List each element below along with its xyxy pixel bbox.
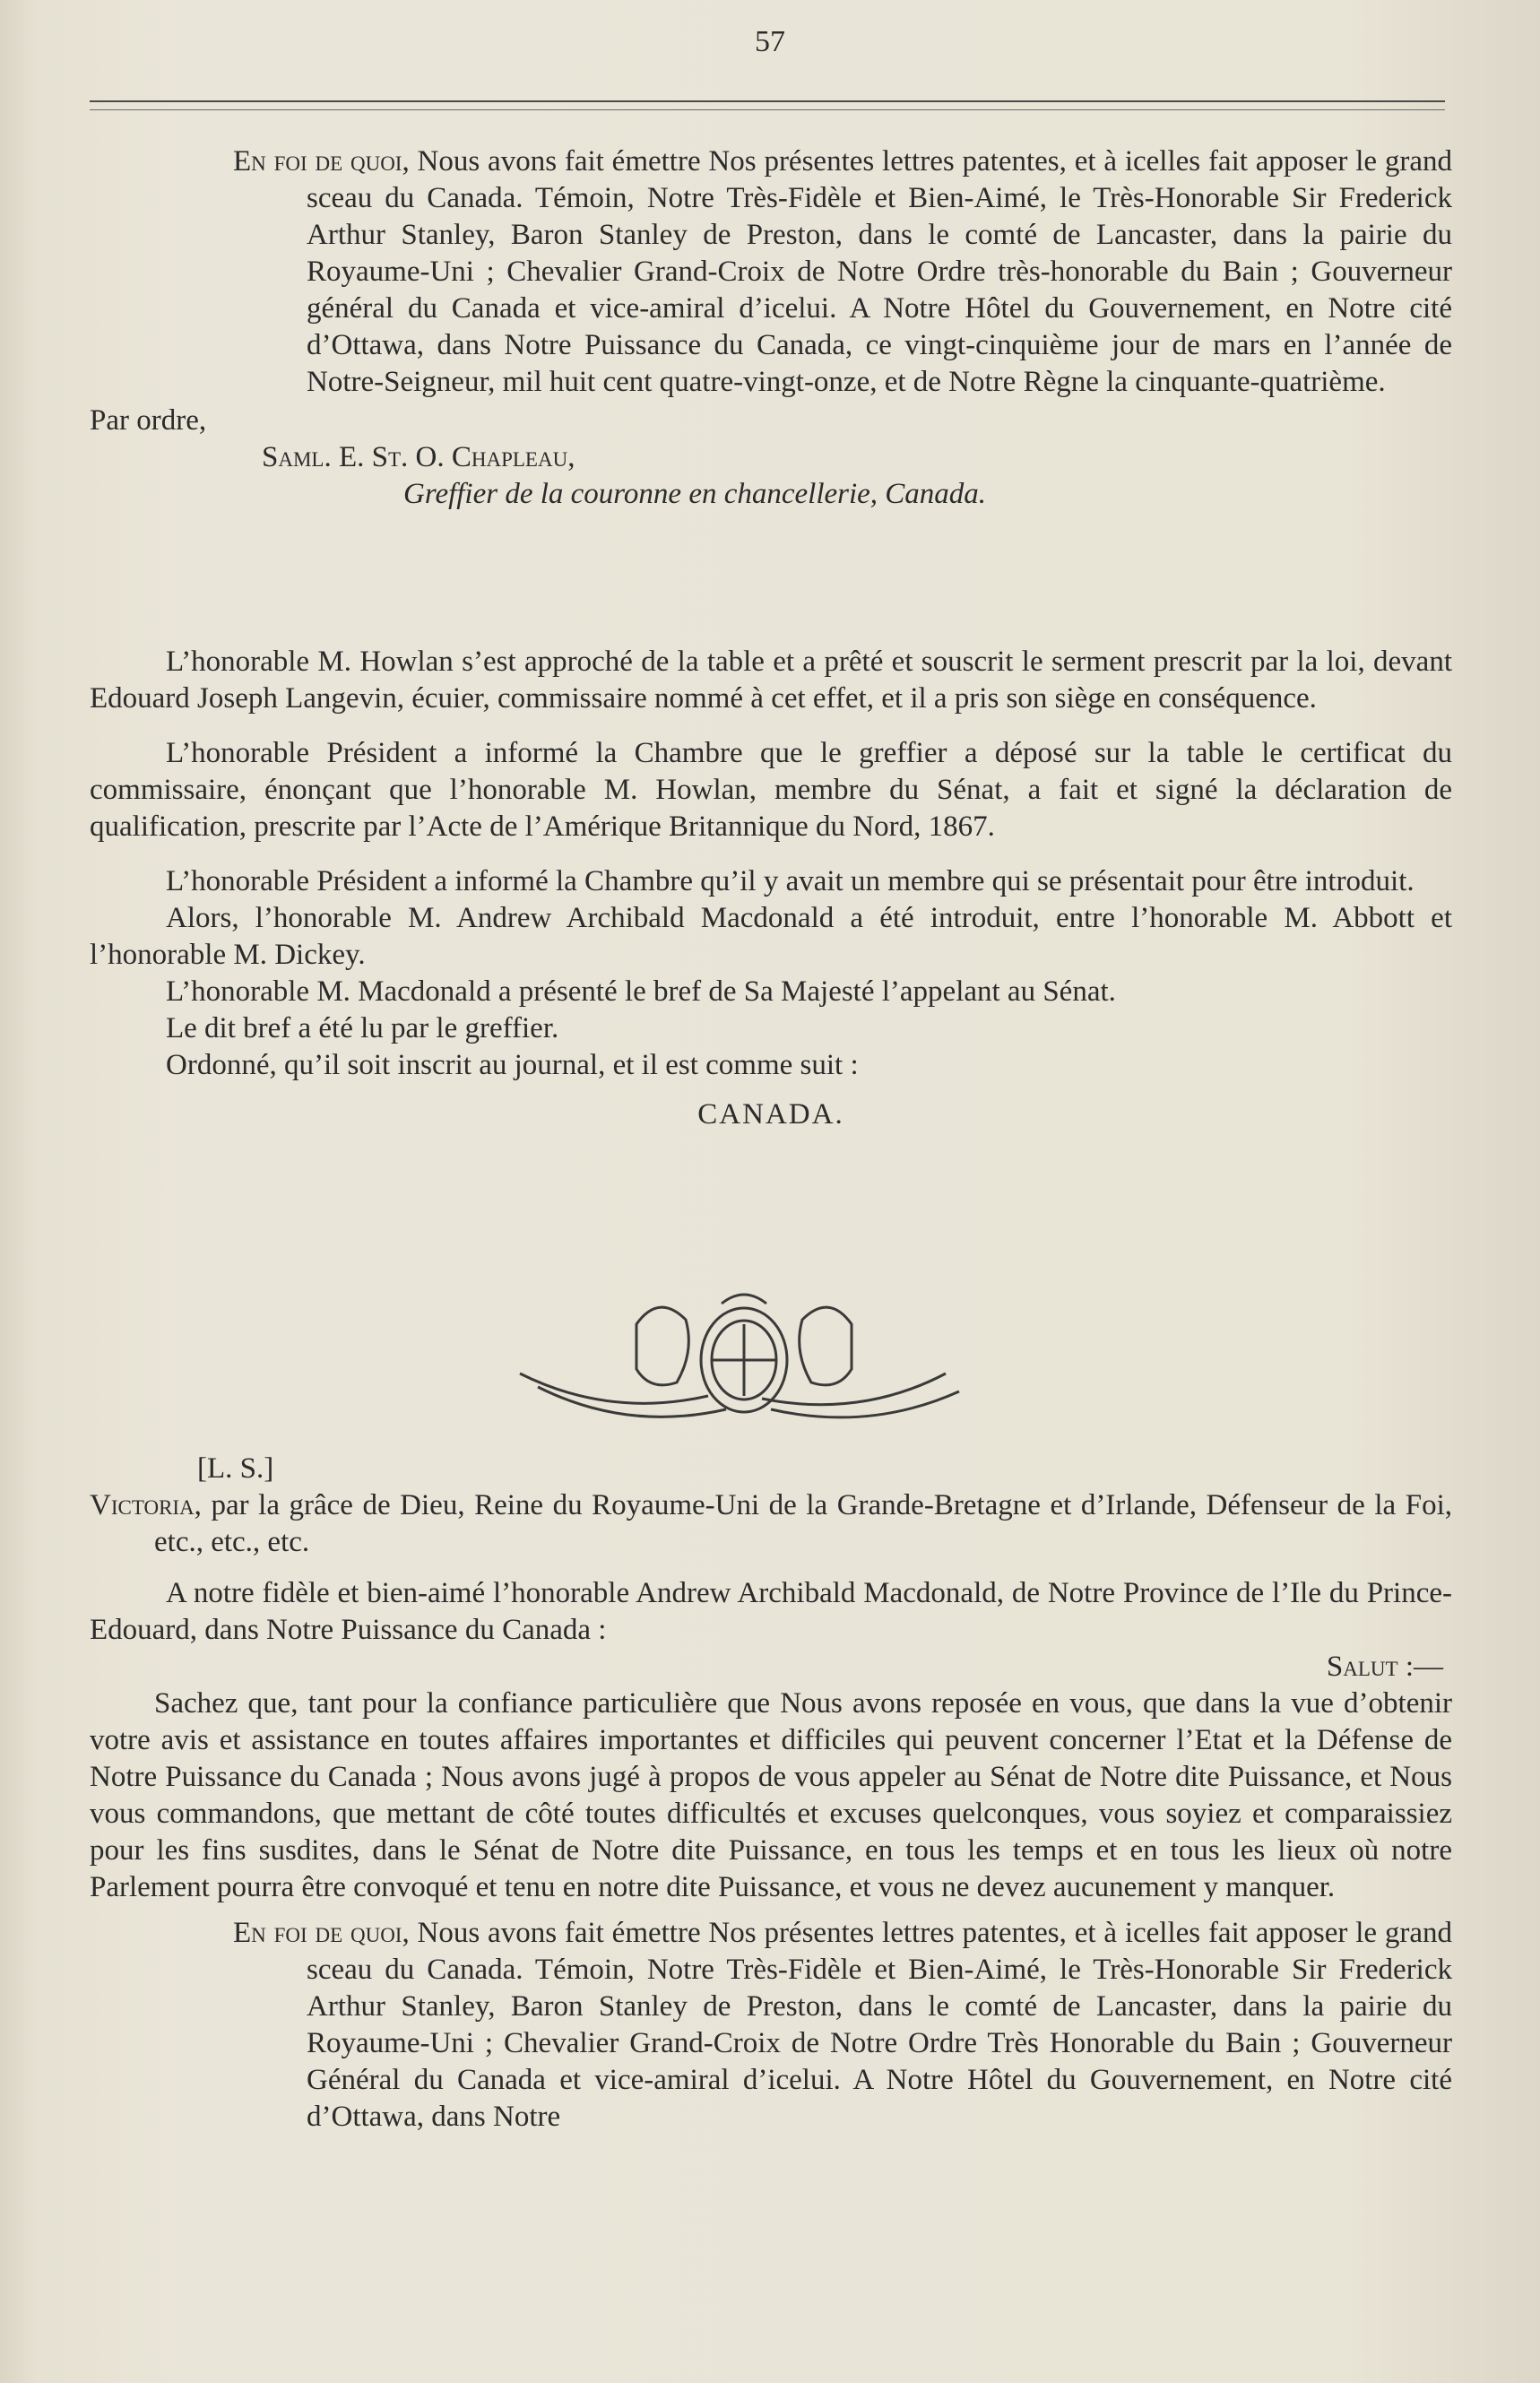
paragraph-alors: Alors, l’honorable M. Andrew Archibald Macdonald a été introduit, entre l’honorable M. Abbott et l’honorable M. Dickey. <box>90 902 1452 971</box>
signature-title: Greffier de la couronne en chancellerie, Canada. <box>403 478 987 510</box>
lower-block <box>90 1451 1452 2136</box>
paragraph-lu: Le dit bref a été lu par le greffier. <box>166 1012 559 1044</box>
middle-block <box>90 644 1452 1133</box>
page-number: 57 <box>755 25 785 58</box>
coat-of-arms-image <box>502 1284 986 1436</box>
canada-heading: CANADA. <box>697 1098 844 1131</box>
header-rule-thin <box>90 109 1445 110</box>
par-ordre: Par ordre, <box>90 404 207 437</box>
paragraph-en-foi-de-quoi-2: En foi de quoi, Nous avons fait émettre Nos présentes lettres patentes, et à icelles fait apposer le grand sceau du Canada. Témoin, Notre Très-Fidèle et Bien-Aimé, le Très-Honorable Sir Frederick Arthur Stanley, Baron Stanley de Preston, dans le comté de Lancaster, dans la pairie du Royaume-Uni ; Chevalier Grand-Croix de Notre Ordre Très Honorable du Bain ; Gouverneur Général du Canada et vice-amiral d’icelui. A Notre Hôtel du Gouvernement, en Notre cité d’Ottawa, dans Notre <box>233 1917 1452 2133</box>
paragraph-sachez: Sachez que, tant pour la confiance particulière que Nous avons reposée en vous, que dans la vue d’obtenir votre avis et assistance en toutes affaires importantes et difficiles qui peuvent concerner l’Etat et la Défense de Notre Puissance du Canada ; Nous avons jugé à propos de vous appeler au Sénat de Notre dite Puissance, et Nous vous commandons, que mettant de côté toutes difficultés et excuses quelconques, vous soyiez et comparaissiez pour les fins susdites, dans le Sénat de Notre dite Puissance, en tous les temps et en tous les lieux où notre Parlement pourra être convoqué et tenu en notre dite Puissance, et vous ne devez aucunement y manquer. <box>90 1687 1452 1903</box>
paragraph-ordonne: Ordonné, qu’il soit inscrit au journal, et il est comme suit : <box>166 1049 859 1081</box>
paragraph-bref: L’honorable M. Macdonald a présenté le bref de Sa Majesté l’appelant au Sénat. <box>166 975 1116 1008</box>
ls-seal: [L. S.] <box>197 1452 274 1485</box>
paragraph-address: A notre fidèle et bien-aimé l’honorable Andrew Archibald Macdonald, de Notre Province de l’Ile du Prince-Edouard, dans Notre Puissance du Canada : <box>90 1577 1452 1646</box>
salut: Salut :— <box>1326 1651 1443 1683</box>
paragraph-victoria: Victoria, par la grâce de Dieu, Reine du Royaume-Uni de la Grande-Bretagne et d’Irlande, Défenseur de la Foi, etc., etc., etc. <box>90 1489 1452 1558</box>
signature: Saml. E. St. O. Chapleau, <box>262 441 575 473</box>
header-rule <box>90 100 1445 102</box>
paragraph-en-foi-de-quoi: En foi de quoi, Nous avons fait émettre Nos présentes lettres patentes, et à icelles fait apposer le grand sceau du Canada. Témoin, Notre Très-Fidèle et Bien-Aimé, le Très-Honorable Sir Frederick Arthur Stanley, Baron Stanley de Preston, dans le comté de Lancaster, dans la pairie du Royaume-Uni ; Chevalier Grand-Croix de Notre Ordre très-honorable du Bain ; Gouverneur général du Canada et vice-amiral d’icelui. A Notre Hôtel du Gouvernement, en Notre cité d’Ottawa, dans Notre Puissance du Canada, ce vingt-cinquième jour de mars en l’année de Notre-Seigneur, mil huit cent quatre-vingt-onze, et de Notre Règne la cinquante-quatrième. <box>233 145 1452 398</box>
top-block <box>90 143 1452 513</box>
paragraph-introduit: L’honorable Président a informé la Chambre qu’il y avait un membre qui se présentait pour être introduit. <box>166 865 1415 897</box>
paragraph-serment: L’honorable M. Howlan s’est approché de la table et a prêté et souscrit le serment prescrit par la loi, devant Edouard Joseph Langevin, écuier, commissaire nommé à cet effet, et il a pris son siège en conséquence. <box>90 646 1452 715</box>
paragraph-certificat: L’honorable Président a informé la Chambre que le greffier a déposé sur la table le certificat du commissaire, énonçant que l’honorable M. Howlan, membre du Sénat, a fait et signé la déclaration de qualification, prescrite par l’Acte de l’Amérique Britannique du Nord, 1867. <box>90 737 1452 843</box>
